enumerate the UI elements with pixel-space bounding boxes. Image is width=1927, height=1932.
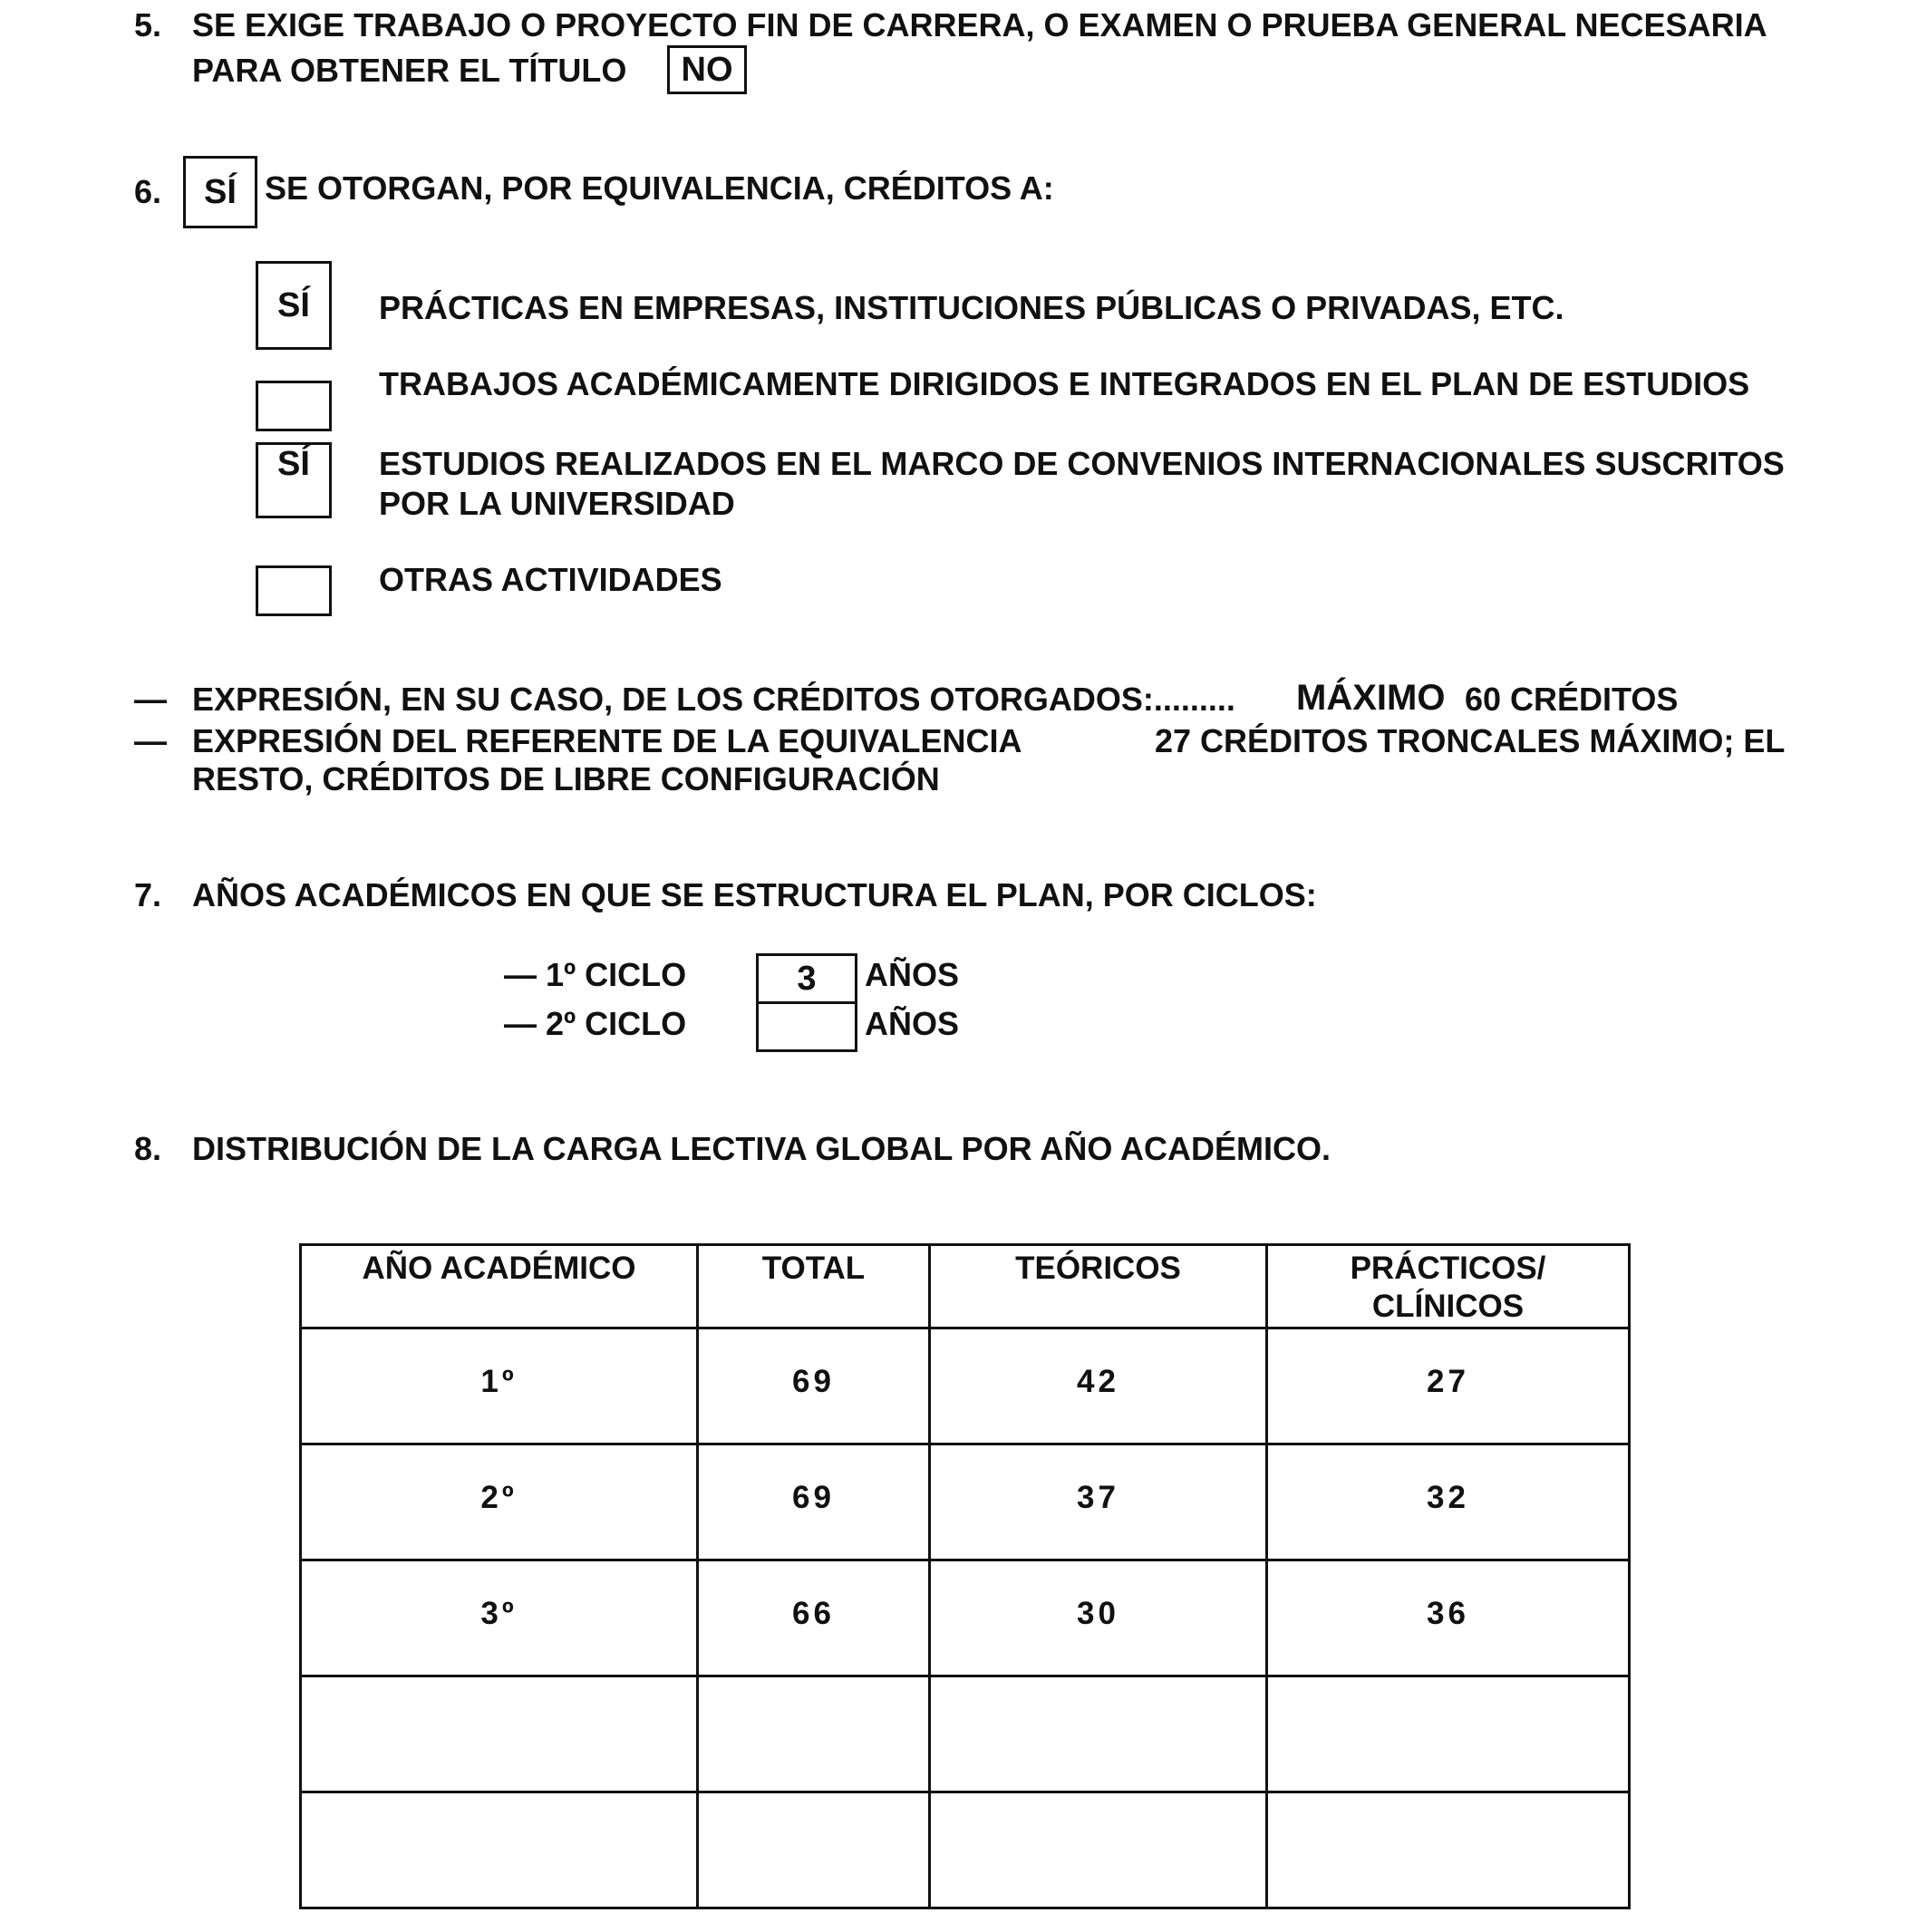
item7-text: AÑOS ACADÉMICOS EN QUE SE ESTRUCTURA EL PLAN, POR CICLOS: (192, 876, 1317, 913)
cycle2-unit: AÑOS (865, 1005, 960, 1042)
item6-answer-box[interactable]: SÍ (183, 156, 257, 228)
cell-ano (301, 1792, 698, 1908)
cell-ano: 1º (301, 1328, 698, 1444)
cell-practicos: 27 (1267, 1328, 1630, 1444)
item5-number: 5. (134, 6, 162, 43)
cell-teoricos: 42 (930, 1328, 1267, 1444)
table-row-empty (301, 1792, 1630, 1908)
cell-practicos: 32 (1267, 1444, 1630, 1560)
item6-text: SE OTORGAN, POR EQUIVALENCIA, CRÉDITOS A: (265, 169, 1054, 207)
option-convenios-label-line2: POR LA UNIVERSIDAD (379, 485, 735, 522)
option-practicas-label: PRÁCTICAS EN EMPRESAS, INSTITUCIONES PÚBLICAS O PRIVADAS, ETC. (379, 289, 1564, 326)
item5-answer-box[interactable]: NO (667, 45, 747, 94)
option-convenios-label: ESTUDIOS REALIZADOS EN EL MARCO DE CONVENIOS INTERNACIONALES SUSCRITOS (379, 445, 1785, 482)
cell-teoricos (930, 1792, 1267, 1908)
cell-practicos (1267, 1792, 1630, 1908)
cycle1-years-box[interactable]: 3 (756, 953, 857, 1004)
option-practicas-checkbox[interactable]: SÍ (256, 261, 332, 350)
expr1-value-bold: MÁXIMO (1296, 678, 1446, 718)
header-total: TOTAL (698, 1245, 930, 1328)
table-row-empty (301, 1676, 1630, 1792)
header-ano-academico: AÑO ACADÉMICO (301, 1245, 698, 1328)
table-row (301, 1444, 1630, 1560)
option-trabajos-label: TRABAJOS ACADÉMICAMENTE DIRIGIDOS E INTEGRADOS EN EL PLAN DE ESTUDIOS (379, 365, 1750, 402)
cycle2-years-box[interactable] (756, 1001, 857, 1052)
table-header-row (301, 1245, 1630, 1328)
cell-practicos: 36 (1267, 1560, 1630, 1676)
cell-total: 69 (698, 1328, 930, 1444)
option-convenios-checkbox[interactable]: SÍ (256, 442, 332, 518)
cell-ano: 3º (301, 1560, 698, 1676)
item8-number: 8. (134, 1130, 162, 1167)
item5-line2: PARA OBTENER EL TÍTULO (192, 52, 627, 89)
item6-number: 6. (134, 173, 162, 210)
item8-text: DISTRIBUCIÓN DE LA CARGA LECTIVA GLOBAL POR AÑO ACADÉMICO. (192, 1130, 1331, 1167)
option-otras-label: OTRAS ACTIVIDADES (379, 561, 722, 598)
expr1-label: EXPRESIÓN, EN SU CASO, DE LOS CRÉDITOS OTORGADOS:......... (192, 681, 1235, 718)
expr2-label: EXPRESIÓN DEL REFERENTE DE LA EQUIVALENCIA (192, 722, 1022, 759)
cycle1-label: — 1º CICLO (504, 956, 687, 993)
item7-number: 7. (134, 876, 162, 913)
cell-total: 69 (698, 1444, 930, 1560)
cell-ano: 2º (301, 1444, 698, 1560)
cell-total: 66 (698, 1560, 930, 1676)
option-otras-checkbox[interactable] (256, 565, 332, 616)
carga-lectiva-table (299, 1243, 1631, 1909)
header-practicos-clinicos (1267, 1245, 1630, 1328)
header-clinicos: CLÍNICOS (1371, 1289, 1525, 1324)
expr1-value: 60 CRÉDITOS (1465, 681, 1679, 718)
expr2-value: 27 CRÉDITOS TRONCALES MÁXIMO; EL (1155, 722, 1786, 759)
cycle2-label: — 2º CICLO (504, 1005, 687, 1042)
cell-practicos (1267, 1676, 1630, 1792)
cell-ano (301, 1676, 698, 1792)
option-trabajos-checkbox[interactable] (256, 381, 332, 431)
header-teoricos: TEÓRICOS (930, 1245, 1267, 1328)
cell-teoricos: 37 (930, 1444, 1267, 1560)
cycle1-unit: AÑOS (865, 956, 960, 993)
cell-teoricos (930, 1676, 1267, 1792)
item5-line1: SE EXIGE TRABAJO O PROYECTO FIN DE CARRERA, O EXAMEN O PRUEBA GENERAL NECESARIA (192, 6, 1767, 43)
table-row (301, 1560, 1630, 1676)
cell-total (698, 1792, 930, 1908)
cell-total (698, 1676, 930, 1792)
cell-teoricos: 30 (930, 1560, 1267, 1676)
header-practicos: PRÁCTICOS/ (1350, 1251, 1546, 1286)
expr2-line2: RESTO, CRÉDITOS DE LIBRE CONFIGURACIÓN (192, 760, 940, 797)
expr1-dash: — (134, 681, 167, 718)
expr2-dash: — (134, 722, 167, 759)
table-row (301, 1328, 1630, 1444)
